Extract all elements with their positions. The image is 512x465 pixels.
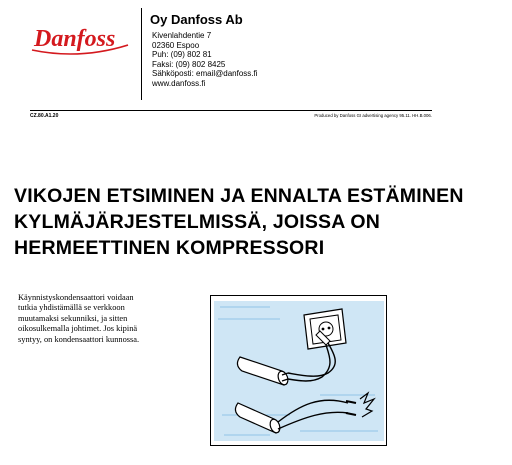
danfoss-logo [30, 20, 130, 60]
header-divider [141, 8, 142, 100]
title-line: VIKOJEN ETSIMINEN JA ENNALTA ESTÄMINEN [14, 185, 464, 207]
caption-line: muutamaksi sekunniksi, ja sitten [18, 313, 128, 323]
website-line: www.danfoss.fi [152, 78, 206, 88]
caption-line: oikosulkemalla johtimet. Jos kipinä [18, 324, 138, 334]
title-line: HERMEETTINEN KOMPRESSORI [14, 237, 325, 259]
company-address [152, 31, 258, 89]
address-line: Kivenlahdentie 7 [152, 31, 212, 40]
logo-text: Danfoss [34, 26, 116, 52]
address-line: 02360 Espoo [152, 40, 200, 50]
document-code: CZ.80.A1.20 [30, 113, 59, 119]
caption-line: tutkia yhdistämällä se verkkoon [18, 303, 125, 313]
capacitor-test-illustration [210, 295, 388, 447]
caption-line: Käynnistyskondensaattori voidaan [18, 293, 134, 302]
fax-line: Faksi: (09) 802 8425 [152, 59, 226, 69]
produced-by-note: Produced by Danfoss GI advertising agency 95.11. HH.B.006. [314, 113, 432, 118]
title-line: KYLMÄJÄRJESTELMISSÄ, JOISSA ON [14, 211, 381, 233]
phone-line: Puh: (09) 802 81 [152, 50, 212, 60]
caption-text [18, 293, 198, 345]
email-line: Sähköposti: email@danfoss.fi [152, 69, 258, 79]
caption-line: syntyy, on kondensaattori kunnossa. [18, 334, 140, 344]
company-name: Oy Danfoss Ab [150, 12, 243, 27]
header-rule [30, 110, 432, 111]
document-title [14, 183, 504, 261]
